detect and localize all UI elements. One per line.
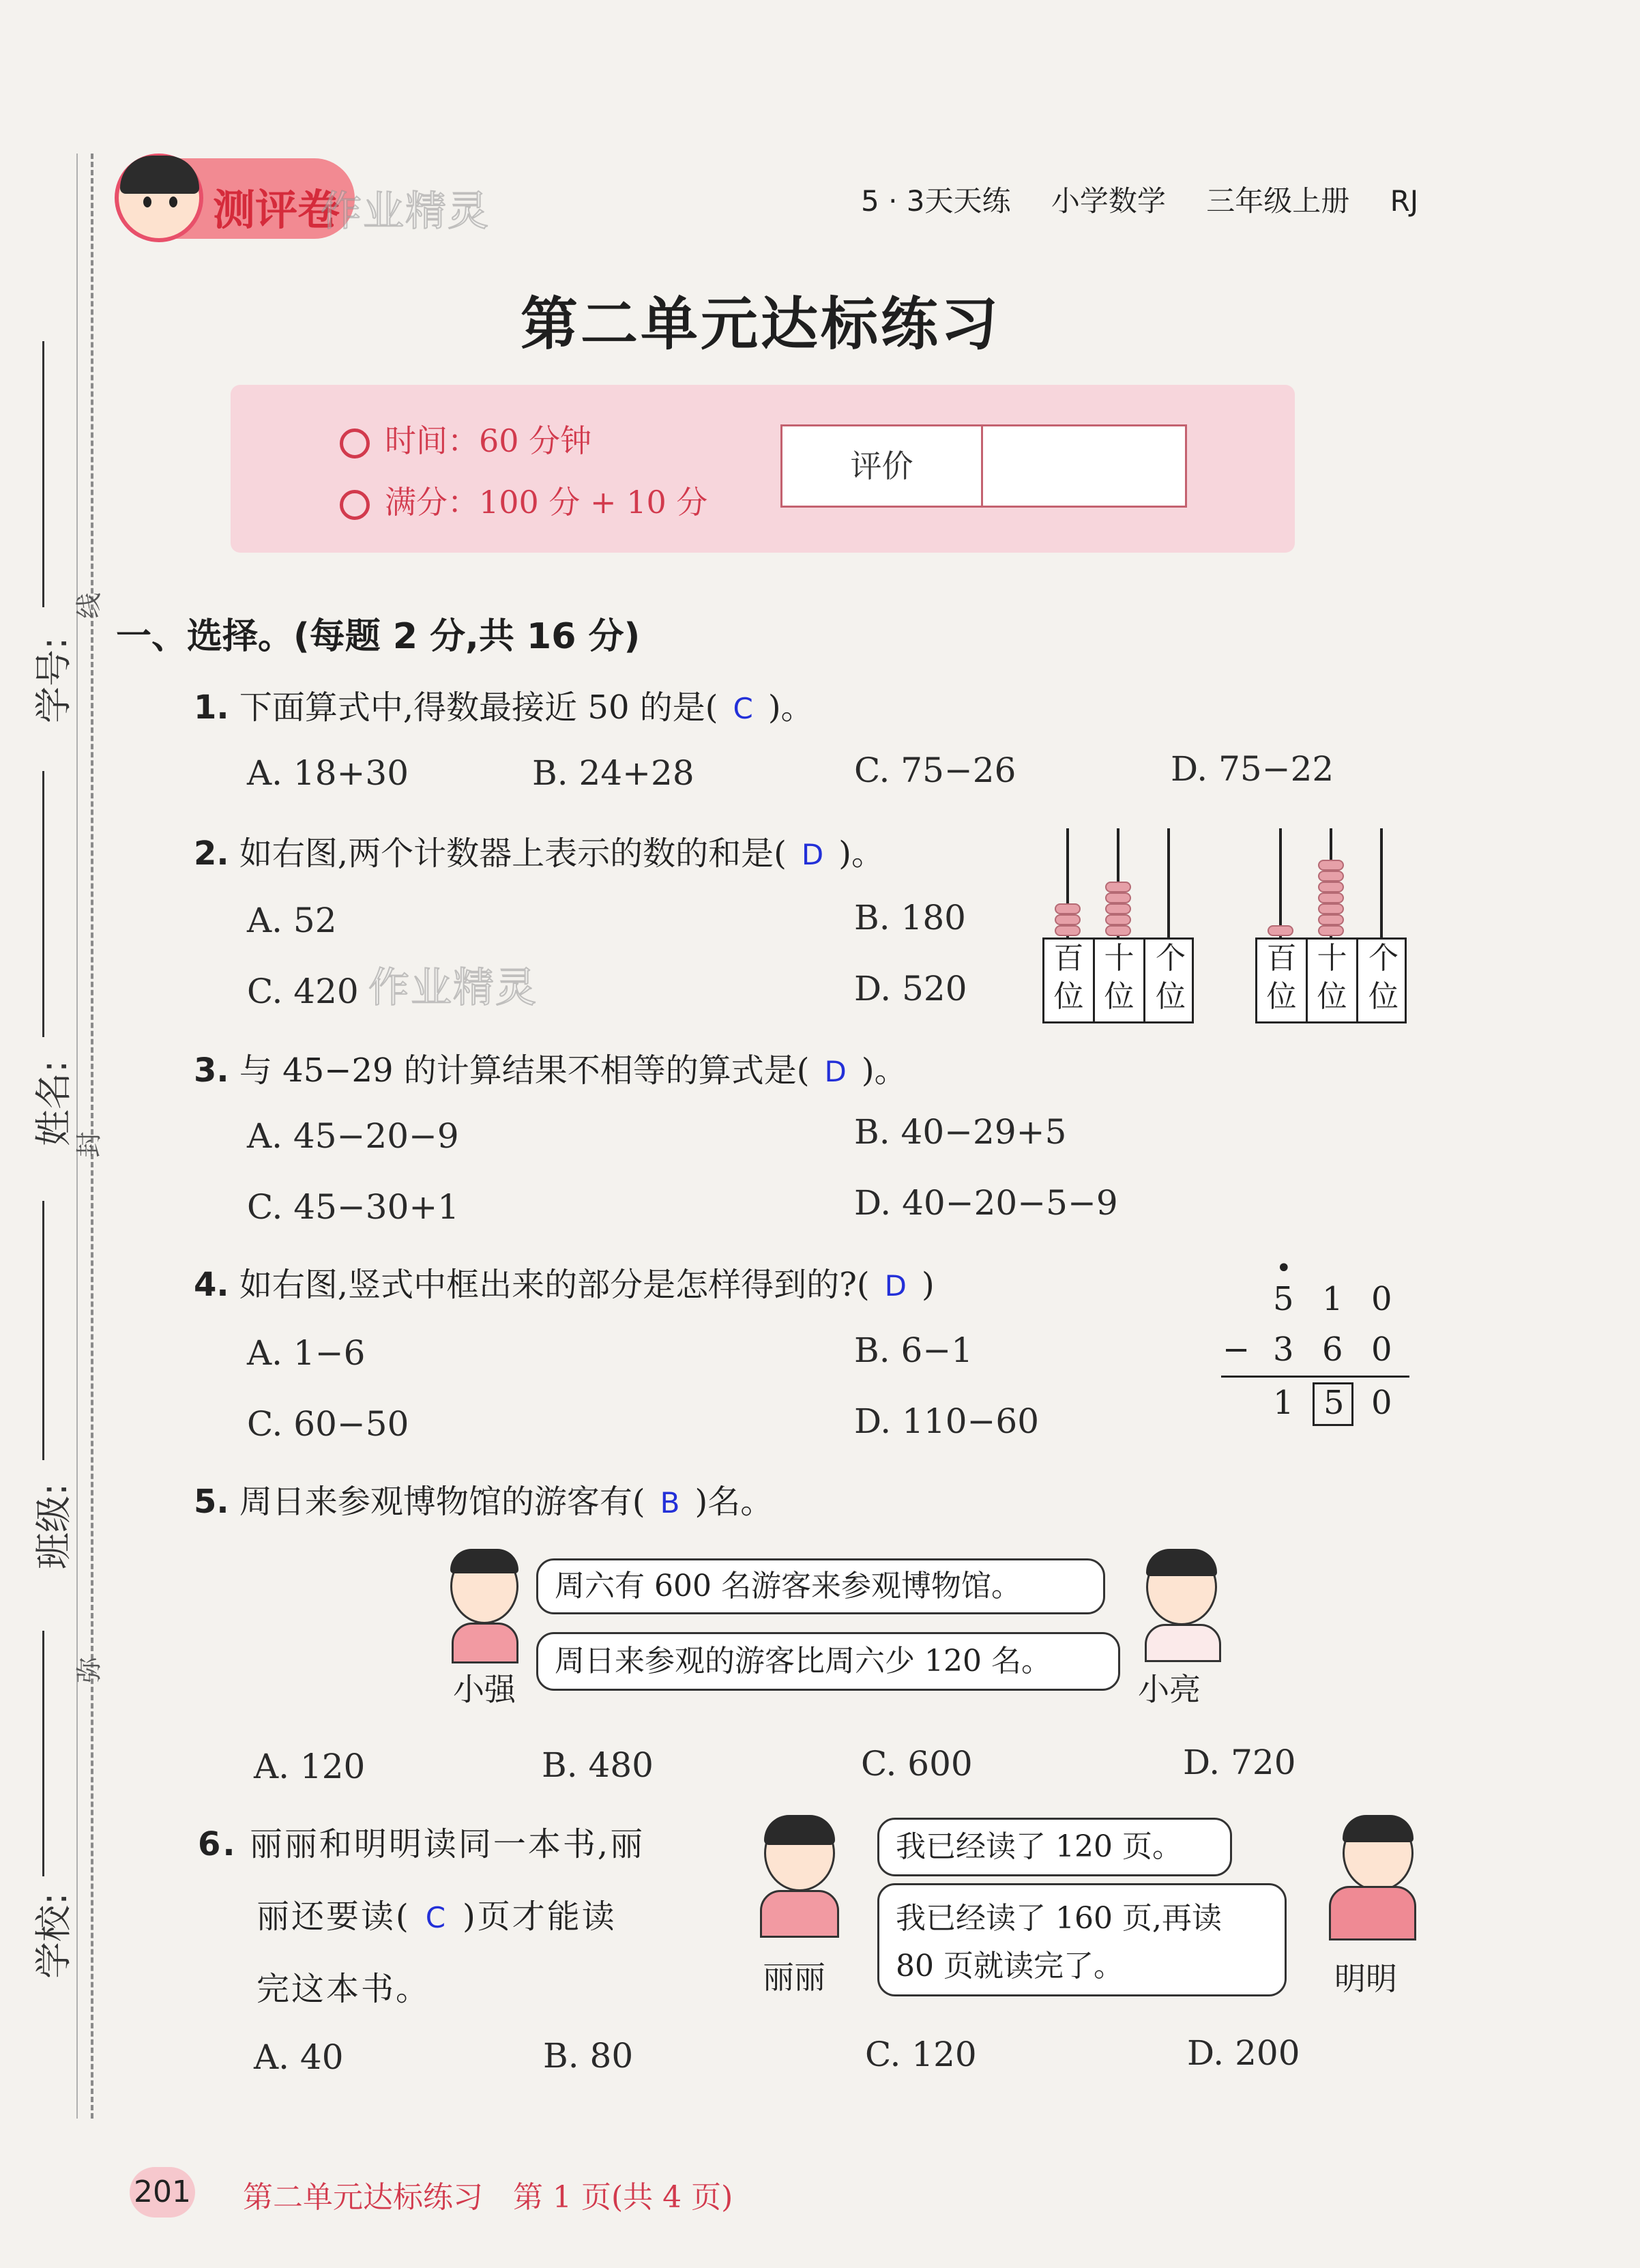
speech-bubble-lili: 我已经读了 120 页。 [877,1818,1232,1876]
abacus-bead [1105,903,1131,914]
borrow-dot: • [1276,1253,1292,1284]
abacus-place-labels [1042,937,1194,1023]
abacus-bead [1318,914,1344,925]
q6-option-b: B. 80 [543,2036,634,2076]
class-blank [42,1201,44,1460]
abacus-bead [1318,892,1344,903]
calc-row2-ones: 0 [1371,1331,1392,1369]
abacus-bead [1105,914,1131,925]
question-6-line1: 6. 丽丽和明明读同一本书,丽 [198,1825,645,1863]
q3-option-c: C. 45−30+1 [247,1187,460,1227]
abacus-label-hundreds: 百 位 [1044,940,1095,1021]
abacus-bead [1055,914,1081,925]
score-row [340,478,707,523]
q4-option-a: A. 1−6 [247,1333,366,1373]
q3-option-a: A. 45−20−9 [247,1116,459,1156]
answer-4: D [884,1269,907,1303]
question-6-line2: 丽还要读( C )页才能读 [257,1898,617,1936]
abacus-bead [1055,925,1081,936]
student-id-blank [42,341,44,607]
q2-option-b: B. 180 [854,898,966,937]
q1-option-d: D. 75−22 [1171,749,1334,789]
abacus-bead [1318,903,1344,914]
answer-3: D [824,1055,847,1088]
watermark-middle: 作业精灵 [368,964,538,1012]
mascot-eye-right [169,197,177,207]
q4-option-c: C. 60−50 [247,1404,409,1444]
abacus-bead [1318,871,1344,882]
question-2: 2. 如右图,两个计数器上表示的数的和是( D )。 [194,834,884,873]
q4-option-d: D. 110−60 [854,1401,1040,1441]
question-1: 1. 下面算式中,得数最接近 50 的是( C )。 [194,688,814,727]
q5-option-a: A. 120 [254,1747,366,1786]
q6-option-d: D. 200 [1187,2033,1300,2073]
clock-icon [340,428,370,459]
check-circle-icon [340,490,370,520]
answer-2: D [801,838,824,871]
abacus-bead [1055,903,1081,914]
page-title: 第二单元达标练习 [520,290,1001,358]
mascot-eye-left [143,197,151,207]
name-xiaoliang: 小亮 [1138,1671,1201,1708]
series-info [861,179,1418,220]
badge-text: 测评卷 [213,185,340,235]
answer-5: B [660,1486,680,1520]
abacus-label-hundreds: 百 位 [1257,940,1308,1021]
answer-6: C [425,1901,448,1934]
abacus-label-ones: 个 位 [1368,941,1399,1014]
school-blank [42,1631,44,1876]
calc-row1-hundreds: 5 [1273,1280,1294,1318]
abacus-bead [1268,925,1293,936]
calc-minus: − [1222,1331,1250,1369]
footer-text: 第二单元达标练习 第 1 页(共 4 页) [243,2180,733,2215]
watermark-top: 作业精灵 [321,188,490,235]
series-grade: 三年级上册 [1206,184,1350,218]
name-lili: 丽丽 [763,1959,825,1996]
time-row [340,416,591,461]
calc-row3-tens: 5 [1323,1384,1345,1422]
evaluation-box [780,424,1187,508]
abacus-rod-ones [1167,828,1170,937]
q6-option-c: C. 120 [865,2035,977,2074]
q3-option-d: D. 40−20−5−9 [854,1183,1118,1223]
q5-option-c: C. 600 [861,1744,973,1784]
score-text: 满分：100 分 + 10 分 [385,484,708,521]
question-6-line3: 完这本书。 [257,1970,431,2008]
abacus-label-tens: 十 位 [1095,940,1145,1021]
q4-option-b: B. 6−1 [854,1331,973,1370]
question-3: 3. 与 45−29 的计算结果不相等的算式是( D )。 [194,1051,907,1090]
page-number: 201 [130,2167,195,2218]
abacus-rod-hundreds [1279,828,1282,937]
q1-option-b: B. 24+28 [532,753,694,793]
speech-bubble-mingming: 我已经读了 160 页,再读 80 页就读完了。 [877,1883,1287,1996]
calc-row2-tens: 6 [1322,1331,1343,1369]
name-blank [42,771,44,1037]
q2-option-d: D. 520 [854,969,967,1008]
speech-bubble-xiaoliang: 周日来参观的游客比周六少 120 名。 [536,1632,1120,1691]
speech-bubble-xiaoqiang: 周六有 600 名游客来参观博物馆。 [536,1558,1105,1614]
q6-option-a: A. 40 [254,2037,344,2077]
info-box [231,385,1295,553]
calc-row2-hundreds: 3 [1273,1331,1294,1369]
answer-1: C [733,692,753,725]
abacus-rod-ones [1380,828,1383,937]
name-label: 姓名: [32,1060,75,1146]
evaluation-label: 评价 [782,426,983,506]
q1-option-c: C. 75−26 [854,751,1016,790]
question-5: 5. 周日来参观博物馆的游客有( B )名。 [194,1483,774,1521]
abacus-bead [1318,925,1344,936]
abacus-label-tens: 十 位 [1308,940,1358,1021]
abacus-bead [1105,925,1131,936]
calc-row3-ones: 0 [1371,1384,1392,1422]
series-subject: 小学数学 [1051,184,1166,218]
section-heading: 一、选择。(每题 2 分,共 16 分) [116,616,641,657]
q3-option-b: B. 40−29+5 [854,1112,1067,1152]
class-label: 班级: [32,1483,75,1569]
name-mingming: 明明 [1334,1960,1397,1997]
calc-row3-hundreds: 1 [1273,1384,1294,1422]
q2-option-c: C. 420 [247,972,359,1011]
q1-option-a: A. 18+30 [247,753,409,793]
abacus-label-ones: 个 位 [1156,941,1186,1014]
question-4: 4. 如右图,竖式中框出来的部分是怎样得到的?( D ) [194,1266,935,1304]
q2-option-a: A. 52 [247,901,337,940]
q5-option-b: B. 480 [542,1745,654,1785]
abacus-bead [1318,882,1344,892]
abacus-bead [1318,860,1344,871]
name-xiaoqiang: 小强 [453,1671,516,1708]
seal-char-seal: 封 [74,1131,104,1158]
seal-char-close: 弥 [74,1657,104,1683]
time-text: 时间：60 分钟 [385,422,592,459]
calc-row1-tens: 1 [1322,1280,1343,1318]
seal-char-line: 线 [74,592,104,619]
q5-option-d: D. 720 [1183,1743,1296,1782]
student-id-label: 学号: [32,637,75,723]
calc-row1-ones: 0 [1371,1280,1392,1318]
series-name: 5 · 3天天练 [861,184,1011,218]
abacus-bead [1105,882,1131,892]
calc-underline [1221,1376,1409,1378]
abacus-bead [1105,892,1131,903]
abacus-place-labels [1255,937,1407,1023]
series-edition: RJ [1390,184,1419,218]
school-label: 学校: [32,1892,75,1979]
